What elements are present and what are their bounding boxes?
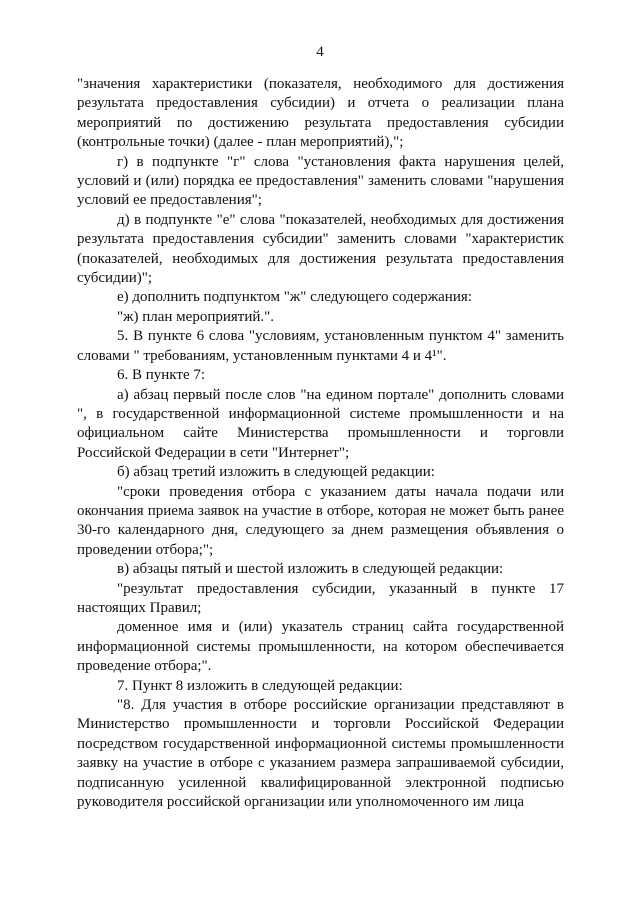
- paragraph-quote-result: "результат предоставления субсидии, указанный в пункте 17 настоящих Правил;: [77, 580, 564, 616]
- paragraph-quote-item-8: "8. Для участия в отборе российские организации представляют в Министерство промышленности и торговли Российской Федерации посредством государственной информационной системы промышленности заявку на участие в отборе с указанием размера запрашиваемой субсидии, подписанную усиленной квалифицированной электронной подписью руководителя российской организации или уполномоченного им лица: [77, 697, 564, 811]
- paragraph-subitem-v: в) абзацы пятый и шестой изложить в следующей редакции:: [117, 561, 504, 578]
- paragraph-quote-deadlines: "сроки проведения отбора с указанием даты начала подачи или окончания приема заявок на участие в отборе, которая не может быть ранее 30-го календарного дня, следующего за днем размещения объявления о проведении отбора;";: [77, 483, 564, 558]
- page-number: 4: [316, 44, 324, 60]
- paragraph-continuation: "значения характеристики (показателя, необходимого для достижения результата предоставления субсидии) и отчета о реализации плана мероприятий по достижению результата предоставления субсидии (контрольные точки) (далее - план мероприятий),";: [77, 76, 564, 151]
- paragraph-subitem-e: е) дополнить подпунктом "ж" следующего содержания:: [117, 289, 472, 306]
- paragraph-domain-name: доменное имя и (или) указатель страниц сайта государственной информационной системы промышленности, на котором обеспечивается проведение отбора;".: [77, 619, 564, 675]
- paragraph-item-5: 5. В пункте 6 слова "условиям, установленным пунктом 4" заменить словами " требованиям, установленным пунктами 4 и 4¹".: [77, 328, 564, 364]
- paragraph-subitem-d: д) в подпункте "е" слова "показателей, необходимых для достижения результата предоставления субсидии" заменить словами "характеристик (показателей, необходимых для достижения результата предоставления субсидии)";: [77, 211, 564, 287]
- paragraph-subitem-b: б) абзац третий изложить в следующей редакции:: [117, 464, 435, 481]
- paragraph-quote-zh: "ж) план мероприятий.".: [117, 308, 275, 325]
- paragraph-item-6: 6. В пункте 7:: [117, 367, 206, 384]
- document-body: [77, 75, 564, 812]
- paragraph-subitem-a: а) абзац первый после слов "на едином портале" дополнить словами ", в государственной информационной системе промышленности и на официальном сайте Министерства промышленности и торговли Российской Федерации в сети "Интернет";: [77, 386, 564, 461]
- paragraph-item-7: 7. Пункт 8 изложить в следующей редакции:: [117, 677, 403, 694]
- paragraph-subitem-g: г) в подпункте "г" слова "установления факта нарушения целей, условий и (или) порядка ее предоставления" заменить словами "нарушения условий ее предоставления";: [77, 153, 564, 209]
